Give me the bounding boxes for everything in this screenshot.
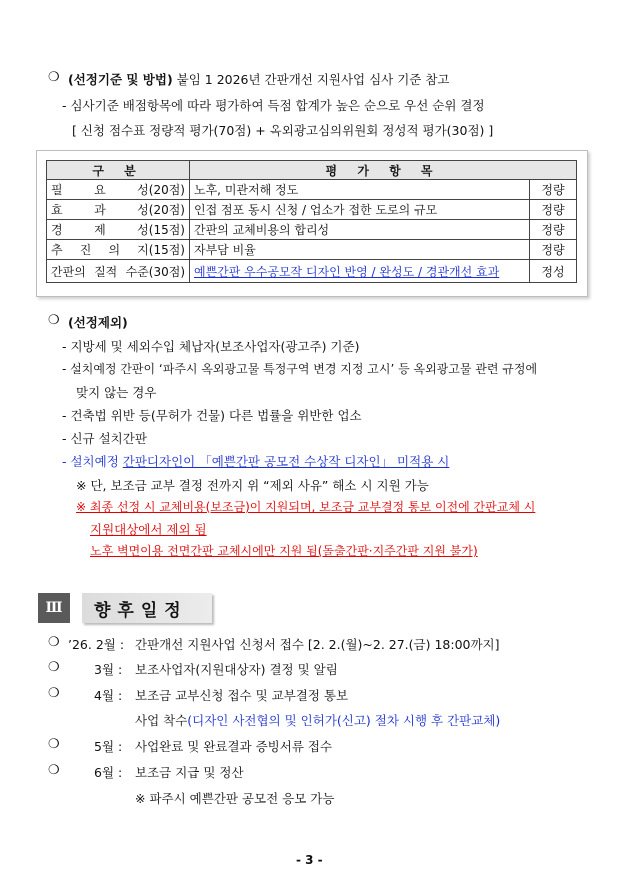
- bullet-icon: ❍: [48, 686, 60, 701]
- exclusion-item-design: [62, 452, 449, 470]
- schedule-date: 4월 :: [94, 688, 123, 703]
- exclusion-item: - 건축법 위반 등(무허가 건물) 다른 법률을 위반한 업소: [62, 408, 362, 423]
- red-note-b: 지원대상에서 제외 됨: [90, 522, 207, 537]
- bullet-icon: ❍: [48, 737, 60, 752]
- bullet-icon: ❍: [48, 635, 60, 650]
- criteria-table-frame: [36, 150, 588, 297]
- row-type: 정량: [530, 180, 577, 200]
- criteria-line2: [ 신청 점수표 정량적 평가(70점) + 옥외광고심의위원회 정성적 평가(30점) ]: [72, 123, 494, 138]
- schedule-text: 간판개선 지원사업 신청서 접수 [2. 2.(월)~2. 27.(금) 18:00까지]: [135, 637, 500, 652]
- row-item: 노후, 미관저해 정도: [190, 180, 530, 200]
- schedule-text: 보조금 교부신청 접수 및 교부결정 통보: [135, 688, 349, 703]
- table-header-category: 구 분: [47, 161, 190, 180]
- schedule-date: ’26. 2월 :: [68, 637, 125, 652]
- bullet-icon: ❍: [48, 70, 60, 85]
- april-sub-black: 사업 착수: [135, 713, 188, 728]
- schedule-date: 5월 :: [94, 739, 123, 754]
- row-label: 추 진 의 지(15점): [47, 240, 190, 260]
- row-label: 필 요 성(20점): [47, 180, 190, 200]
- design-condition: 간판디자인이 「예쁜간판 공모전 수상작 디자인」 미적용 시: [122, 454, 450, 469]
- exclusion-item: 맞지 않는 경우: [76, 385, 157, 400]
- table-header-items: 평 가 항 목: [190, 161, 577, 180]
- row-type: 정량: [530, 240, 577, 260]
- table-row: [47, 220, 577, 240]
- red-note-c: 노후 벽면이용 전면간판 교체시에만 지원 됨(돌출간판·지주간판 지원 불가): [90, 544, 478, 558]
- design-prefix: - 설치예정: [62, 454, 123, 469]
- page-number: - 3 -: [296, 853, 323, 867]
- table-row: [47, 260, 577, 283]
- schedule-april-sub: [135, 711, 500, 729]
- section-title: 향후일정: [82, 593, 212, 623]
- table-row: [47, 200, 577, 220]
- schedule-june-note: ※ 파주시 예쁜간판 공모전 응모 가능: [135, 791, 335, 806]
- bullet-icon: ❍: [48, 660, 60, 675]
- exclusion-item: - 지방세 및 세외수입 체납자(보조사업자(광고주) 기준): [62, 339, 360, 354]
- exclusion-heading: (선정제외): [68, 315, 128, 330]
- schedule-date: 6월 :: [94, 765, 123, 780]
- schedule-text: 보조금 지급 및 정산: [135, 765, 244, 780]
- row-item: 예쁜간판 우수공모작 디자인 반영 / 완성도 / 경관개선 효과: [190, 260, 530, 283]
- row-label: 경 제 성(15점): [47, 220, 190, 240]
- red-note-a: ※ 최종 선정 시 교체비용(보조금)이 지원되며, 보조금 교부결정 통보 이전에 간판교체 시: [76, 500, 536, 514]
- table-row: [47, 180, 577, 200]
- criteria-heading: [68, 70, 450, 88]
- criteria-heading-rest: 붙임 1 2026년 간판개선 지원사업 심사 기준 참고: [176, 72, 450, 87]
- row-item: 간판의 교체비용의 합리성: [190, 220, 530, 240]
- criteria-table: [46, 160, 577, 283]
- schedule-date: 3월 :: [94, 662, 123, 677]
- row-type: 정량: [530, 220, 577, 240]
- bullet-icon: ❍: [48, 763, 60, 778]
- exclusion-item: - 설치예정 간판이 ‘파주시 옥외광고물 특정구역 변경 지정 고시’ 등 옥외광고물 관련 규정에: [62, 362, 538, 376]
- row-label: 효 과 성(20점): [47, 200, 190, 220]
- row-type: 정량: [530, 200, 577, 220]
- row-type: 정성: [530, 260, 577, 283]
- april-sub-blue: (디자인 사전협의 및 인허가(신고) 절차 시행 후 간판교체): [187, 713, 501, 728]
- exclusion-note: ※ 단, 보조금 교부 결정 전까지 위 “제외 사유” 해소 시 지원 가능: [76, 478, 429, 493]
- table-header-row: [47, 161, 577, 180]
- bullet-icon: ❍: [48, 313, 60, 328]
- schedule-text: 사업완료 및 완료결과 증빙서류 접수: [135, 739, 333, 754]
- row-item: 자부담 비율: [190, 240, 530, 260]
- table-row: [47, 240, 577, 260]
- criteria-heading-label: (선정기준 및 방법): [68, 72, 173, 87]
- exclusion-item: - 신규 설치간판: [62, 431, 147, 446]
- criteria-line1: - 심사기준 배점항목에 따라 평가하여 득점 합계가 높은 순으로 우선 순위 결정: [62, 98, 485, 113]
- schedule-text: 보조사업자(지원대상자) 결정 및 알림: [135, 662, 338, 677]
- row-item: 인접 점포 동시 신청 / 업소가 접한 도로의 규모: [190, 200, 530, 220]
- section-number: Ⅲ: [38, 593, 70, 623]
- row-label: 간판의 질적 수준(30점): [47, 260, 190, 283]
